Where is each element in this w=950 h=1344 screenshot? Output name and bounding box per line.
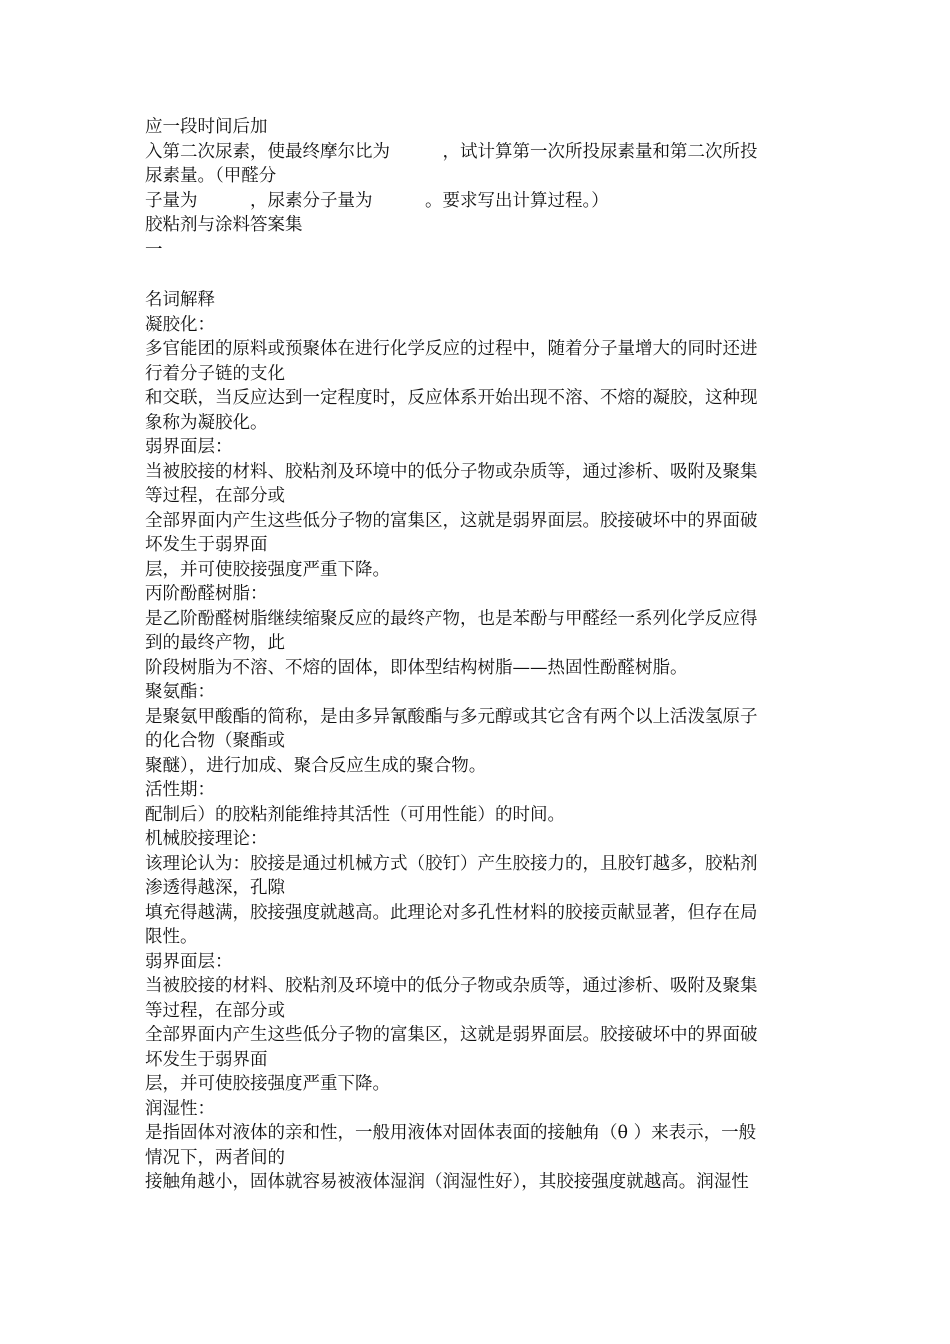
text-line: 接触角越小，固体就容易被液体湿润（润湿性好），其胶接强度就越高。润湿性 (145, 1172, 749, 1192)
document-body (145, 115, 815, 1195)
text-line: 聚醚），进行加成、聚合反应生成的聚合物。 (145, 755, 487, 776)
text-line: 阶段树脂为不溶、不熔的固体，即体型结构树脂——热固性酚醛树脂。 (145, 657, 688, 678)
text-line: 当被胶接的材料、胶粘剂及环境中的低分子物或杂质等，通过渗析、吸附及聚集 (145, 976, 758, 996)
text-line: 等过程，在部分或 (145, 486, 285, 506)
text-line: 的化合物（聚酯或 (145, 731, 285, 751)
text-line: 是指固体对液体的亲和性，一般用液体对固体表面的接触角（θ ）来表示，一般 (145, 1123, 757, 1143)
text-line: 多官能团的原料或预聚体在进行化学反应的过程中，随着分子量增大的同时还进 (145, 339, 758, 359)
text-line: 等过程，在部分或 (145, 1000, 285, 1021)
text-line: 入第二次尿素，使最终摩尔比为 ，试计算第一次所投尿素量和第二次所投 (145, 141, 758, 162)
text-line: 和交联，当反应达到一定程度时，反应体系开始出现不溶、不熔的凝胶，这种现 (145, 388, 758, 408)
text-line: 坏发生于弱界面 (145, 1049, 268, 1070)
text-line: 当被胶接的材料、胶粘剂及环境中的低分子物或杂质等，通过渗析、吸附及聚集 (145, 461, 758, 482)
section-heading: 名词解释 (145, 290, 215, 310)
section-number: 一 (145, 239, 163, 260)
text-line: 是乙阶酚醛树脂继续缩聚反应的最终产物，也是苯酚与甲醛经一系列化学反应得 (145, 608, 758, 629)
term-title: 丙阶酚醛树脂： (145, 584, 268, 604)
document-heading: 胶粘剂与涂料答案集 (145, 215, 303, 235)
text-line: 子量为 ，尿素分子量为 。要求写出计算过程。） (145, 190, 609, 211)
text-line: 全部界面内产生这些低分子物的富集区，这就是弱界面层。胶接破坏中的界面破 (145, 1025, 758, 1045)
term-title: 润湿性： (145, 1098, 215, 1119)
term-title: 弱界面层： (145, 437, 233, 457)
text-line: 渗透得越深，孔隙 (145, 878, 285, 898)
blank-line (145, 262, 815, 288)
text-line: 全部界面内产生这些低分子物的富集区，这就是弱界面层。胶接破坏中的界面破 (145, 510, 758, 531)
term-title: 弱界面层： (145, 951, 233, 972)
text-line: 坏发生于弱界面 (145, 535, 268, 555)
term-title: 凝胶化： (145, 314, 215, 335)
text-line: 情况下，两者间的 (145, 1147, 285, 1168)
term-title: 聚氨酯： (145, 682, 215, 702)
text-line: 配制后）的胶粘剂能维持其活性（可用性能）的时间。 (145, 804, 565, 825)
text-line: 填充得越满，胶接强度就越高。此理论对多孔性材料的胶接贡献显著，但存在局 (145, 902, 758, 923)
text-line: 层，并可使胶接强度严重下降。 (145, 559, 390, 580)
text-line: 是聚氨甲酸酯的简称，是由多异氰酸酯与多元醇或其它含有两个以上活泼氢原子 (145, 706, 758, 727)
text-line: 该理论认为：胶接是通过机械方式（胶钉）产生胶接力的，且胶钉越多，胶粘剂 (145, 853, 758, 874)
text-line: 象称为凝胶化。 (145, 412, 268, 433)
text-line: 层，并可使胶接强度严重下降。 (145, 1074, 390, 1094)
text-line: 到的最终产物，此 (145, 633, 285, 653)
text-line: 行着分子链的支化 (145, 363, 285, 384)
term-title: 活性期： (145, 780, 215, 800)
text-line: 限性。 (145, 927, 198, 947)
term-title: 机械胶接理论： (145, 829, 268, 849)
text-line: 尿素量。（甲醛分 (145, 166, 277, 186)
text-line: 应一段时间后加 (145, 117, 268, 137)
